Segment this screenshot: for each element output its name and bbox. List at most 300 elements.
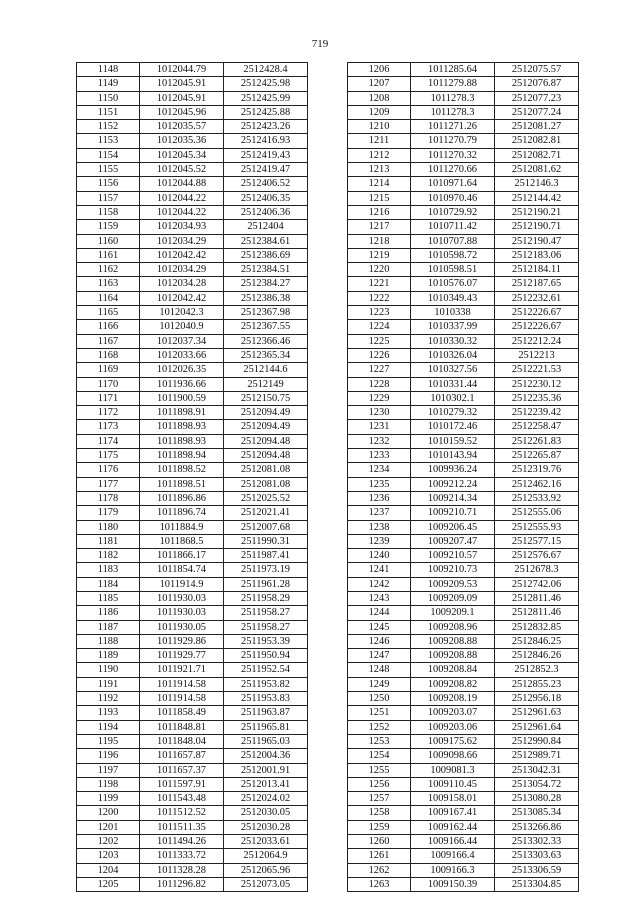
table-row <box>77 563 308 577</box>
y-coordinate-cell: 2512073.05 <box>224 877 308 891</box>
x-coordinate-cell: 1010576.07 <box>411 277 495 291</box>
y-coordinate-cell: 2512184.11 <box>495 263 579 277</box>
point-number-cell: 1243 <box>348 591 411 605</box>
x-coordinate-cell: 1009208.82 <box>411 677 495 691</box>
table-row <box>348 634 579 648</box>
point-number-cell: 1216 <box>348 205 411 219</box>
y-coordinate-cell: 2512462.16 <box>495 477 579 491</box>
x-coordinate-cell: 1010349.43 <box>411 291 495 305</box>
y-coordinate-cell: 2512081.27 <box>495 120 579 134</box>
y-coordinate-cell: 2513042.31 <box>495 763 579 777</box>
point-number-cell: 1241 <box>348 563 411 577</box>
y-coordinate-cell: 2512678.3 <box>495 563 579 577</box>
point-number-cell: 1222 <box>348 291 411 305</box>
y-coordinate-cell: 2512406.52 <box>224 177 308 191</box>
x-coordinate-cell: 1009203.07 <box>411 706 495 720</box>
point-number-cell: 1162 <box>77 263 140 277</box>
point-number-cell: 1251 <box>348 706 411 720</box>
y-coordinate-cell: 2512832.85 <box>495 620 579 634</box>
x-coordinate-cell: 1010330.32 <box>411 334 495 348</box>
y-coordinate-cell: 2512419.43 <box>224 148 308 162</box>
point-number-cell: 1205 <box>77 877 140 891</box>
x-coordinate-cell: 1011271.26 <box>411 120 495 134</box>
table-row <box>77 777 308 791</box>
point-number-cell: 1194 <box>77 720 140 734</box>
table-row <box>348 506 579 520</box>
x-coordinate-cell: 1010711.42 <box>411 220 495 234</box>
point-number-cell: 1200 <box>77 806 140 820</box>
y-coordinate-cell: 2512367.55 <box>224 320 308 334</box>
y-coordinate-cell: 2512146.3 <box>495 177 579 191</box>
x-coordinate-cell: 1011896.86 <box>140 491 224 505</box>
y-coordinate-cell: 2512094.49 <box>224 420 308 434</box>
x-coordinate-cell: 1009162.44 <box>411 820 495 834</box>
table-row <box>348 720 579 734</box>
y-coordinate-cell: 2512384.27 <box>224 277 308 291</box>
table-row <box>77 177 308 191</box>
table-row <box>348 649 579 663</box>
y-coordinate-cell: 2512187.65 <box>495 277 579 291</box>
y-coordinate-cell: 2512077.23 <box>495 91 579 105</box>
table-row <box>77 449 308 463</box>
point-number-cell: 1259 <box>348 820 411 834</box>
x-coordinate-cell: 1011848.04 <box>140 734 224 748</box>
table-body <box>77 63 308 892</box>
y-coordinate-cell: 2512386.69 <box>224 248 308 262</box>
x-coordinate-cell: 1011868.5 <box>140 534 224 548</box>
point-number-cell: 1231 <box>348 420 411 434</box>
y-coordinate-cell: 2512555.93 <box>495 520 579 534</box>
table-row <box>77 677 308 691</box>
x-coordinate-cell: 1012045.34 <box>140 148 224 162</box>
point-number-cell: 1214 <box>348 177 411 191</box>
x-coordinate-cell: 1012045.91 <box>140 77 224 91</box>
x-coordinate-cell: 1012035.36 <box>140 134 224 148</box>
y-coordinate-cell: 2513304.85 <box>495 877 579 891</box>
point-number-cell: 1217 <box>348 220 411 234</box>
point-number-cell: 1165 <box>77 306 140 320</box>
y-coordinate-cell: 2512149 <box>224 377 308 391</box>
point-number-cell: 1183 <box>77 563 140 577</box>
table-row <box>77 692 308 706</box>
point-number-cell: 1224 <box>348 320 411 334</box>
y-coordinate-cell: 2512144.42 <box>495 191 579 205</box>
x-coordinate-cell: 1009210.71 <box>411 506 495 520</box>
y-coordinate-cell: 2512007.68 <box>224 520 308 534</box>
point-number-cell: 1225 <box>348 334 411 348</box>
y-coordinate-cell: 2512846.26 <box>495 649 579 663</box>
table-row <box>77 248 308 262</box>
y-coordinate-cell: 2512226.67 <box>495 306 579 320</box>
point-number-cell: 1226 <box>348 348 411 362</box>
point-number-cell: 1199 <box>77 792 140 806</box>
y-coordinate-cell: 2513306.59 <box>495 863 579 877</box>
x-coordinate-cell: 1009212.24 <box>411 477 495 491</box>
point-number-cell: 1173 <box>77 420 140 434</box>
x-coordinate-cell: 1011543.48 <box>140 792 224 806</box>
table-body <box>348 63 579 892</box>
x-coordinate-cell: 1012034.28 <box>140 277 224 291</box>
table-row <box>77 649 308 663</box>
table-row <box>348 677 579 691</box>
point-number-cell: 1258 <box>348 806 411 820</box>
table-row <box>348 134 579 148</box>
x-coordinate-cell: 1012034.29 <box>140 263 224 277</box>
y-coordinate-cell: 2512076.87 <box>495 77 579 91</box>
table-row <box>348 835 579 849</box>
x-coordinate-cell: 1011279.88 <box>411 77 495 91</box>
y-coordinate-cell: 2512742.06 <box>495 577 579 591</box>
y-coordinate-cell: 2512081.62 <box>495 163 579 177</box>
point-number-cell: 1180 <box>77 520 140 534</box>
y-coordinate-cell: 2512081.08 <box>224 463 308 477</box>
point-number-cell: 1209 <box>348 105 411 119</box>
table-row <box>77 463 308 477</box>
x-coordinate-cell: 1011657.87 <box>140 749 224 763</box>
point-number-cell: 1157 <box>77 191 140 205</box>
point-number-cell: 1187 <box>77 620 140 634</box>
x-coordinate-cell: 1012044.88 <box>140 177 224 191</box>
y-coordinate-cell: 2512425.88 <box>224 105 308 119</box>
x-coordinate-cell: 1011278.3 <box>411 91 495 105</box>
x-coordinate-cell: 1009203.06 <box>411 720 495 734</box>
y-coordinate-cell: 2511965.81 <box>224 720 308 734</box>
point-number-cell: 1254 <box>348 749 411 763</box>
y-coordinate-cell: 2512406.35 <box>224 191 308 205</box>
table-row <box>348 491 579 505</box>
x-coordinate-cell: 1010970.46 <box>411 191 495 205</box>
y-coordinate-cell: 2511990.31 <box>224 534 308 548</box>
y-coordinate-cell: 2512855.23 <box>495 677 579 691</box>
y-coordinate-cell: 2512004.36 <box>224 749 308 763</box>
y-coordinate-cell: 2512183.06 <box>495 248 579 262</box>
x-coordinate-cell: 1009175.62 <box>411 734 495 748</box>
table-row <box>77 363 308 377</box>
y-coordinate-cell: 2513085.34 <box>495 806 579 820</box>
x-coordinate-cell: 1011921.71 <box>140 663 224 677</box>
y-coordinate-cell: 2512094.48 <box>224 434 308 448</box>
y-coordinate-cell: 2512232.61 <box>495 291 579 305</box>
y-coordinate-cell: 2512406.36 <box>224 205 308 219</box>
y-coordinate-cell: 2512033.61 <box>224 835 308 849</box>
point-number-cell: 1160 <box>77 234 140 248</box>
table-row <box>77 334 308 348</box>
x-coordinate-cell: 1012045.96 <box>140 105 224 119</box>
x-coordinate-cell: 1011930.03 <box>140 606 224 620</box>
x-coordinate-cell: 1012042.3 <box>140 306 224 320</box>
point-number-cell: 1221 <box>348 277 411 291</box>
x-coordinate-cell: 1010729.92 <box>411 205 495 219</box>
table-row <box>348 877 579 891</box>
x-coordinate-cell: 1011270.79 <box>411 134 495 148</box>
x-coordinate-cell: 1011898.93 <box>140 420 224 434</box>
y-coordinate-cell: 2512230.12 <box>495 377 579 391</box>
y-coordinate-cell: 2513080.28 <box>495 792 579 806</box>
table-row <box>77 277 308 291</box>
table-row <box>77 863 308 877</box>
x-coordinate-cell: 1009209.53 <box>411 577 495 591</box>
y-coordinate-cell: 2512384.51 <box>224 263 308 277</box>
y-coordinate-cell: 2512001.91 <box>224 763 308 777</box>
x-coordinate-cell: 1011930.05 <box>140 620 224 634</box>
y-coordinate-cell: 2512150.75 <box>224 391 308 405</box>
point-number-cell: 1238 <box>348 520 411 534</box>
point-number-cell: 1182 <box>77 549 140 563</box>
table-row <box>77 291 308 305</box>
y-coordinate-cell: 2512190.21 <box>495 205 579 219</box>
x-coordinate-cell: 1011884.9 <box>140 520 224 534</box>
x-coordinate-cell: 1010971.64 <box>411 177 495 191</box>
y-coordinate-cell: 2512226.67 <box>495 320 579 334</box>
table-row <box>348 663 579 677</box>
table-row <box>77 420 308 434</box>
x-coordinate-cell: 1012045.91 <box>140 91 224 105</box>
point-number-cell: 1186 <box>77 606 140 620</box>
x-coordinate-cell: 1009158.01 <box>411 792 495 806</box>
table-row <box>77 549 308 563</box>
y-coordinate-cell: 2512423.26 <box>224 120 308 134</box>
y-coordinate-cell: 2512961.63 <box>495 706 579 720</box>
table-row <box>77 105 308 119</box>
table-row <box>348 77 579 91</box>
point-number-cell: 1206 <box>348 63 411 77</box>
y-coordinate-cell: 2512555.06 <box>495 506 579 520</box>
point-number-cell: 1151 <box>77 105 140 119</box>
x-coordinate-cell: 1011898.94 <box>140 449 224 463</box>
point-number-cell: 1242 <box>348 577 411 591</box>
y-coordinate-cell: 2513054.72 <box>495 777 579 791</box>
x-coordinate-cell: 1011597.91 <box>140 777 224 791</box>
table-row <box>348 105 579 119</box>
y-coordinate-cell: 2511950.94 <box>224 649 308 663</box>
coordinate-table-left <box>76 62 308 892</box>
point-number-cell: 1158 <box>77 205 140 219</box>
x-coordinate-cell: 1011333.72 <box>140 849 224 863</box>
table-row <box>348 334 579 348</box>
point-number-cell: 1154 <box>77 148 140 162</box>
y-coordinate-cell: 2512030.05 <box>224 806 308 820</box>
x-coordinate-cell: 1009936.24 <box>411 463 495 477</box>
point-number-cell: 1210 <box>348 120 411 134</box>
x-coordinate-cell: 1012042.42 <box>140 291 224 305</box>
table-row <box>348 620 579 634</box>
point-number-cell: 1256 <box>348 777 411 791</box>
point-number-cell: 1159 <box>77 220 140 234</box>
table-row <box>77 263 308 277</box>
table-row <box>77 606 308 620</box>
point-number-cell: 1204 <box>77 863 140 877</box>
table-row <box>77 706 308 720</box>
table-row <box>348 792 579 806</box>
point-number-cell: 1234 <box>348 463 411 477</box>
table-row <box>77 835 308 849</box>
table-row <box>77 792 308 806</box>
table-row <box>77 591 308 605</box>
x-coordinate-cell: 1011285.64 <box>411 63 495 77</box>
x-coordinate-cell: 1011936.66 <box>140 377 224 391</box>
point-number-cell: 1177 <box>77 477 140 491</box>
table-row <box>77 534 308 548</box>
table-row <box>348 463 579 477</box>
x-coordinate-cell: 1009098.66 <box>411 749 495 763</box>
y-coordinate-cell: 2513303.63 <box>495 849 579 863</box>
point-number-cell: 1166 <box>77 320 140 334</box>
point-number-cell: 1233 <box>348 449 411 463</box>
table-row <box>348 163 579 177</box>
x-coordinate-cell: 1009150.39 <box>411 877 495 891</box>
y-coordinate-cell: 2512025.52 <box>224 491 308 505</box>
x-coordinate-cell: 1010302.1 <box>411 391 495 405</box>
y-coordinate-cell: 2511961.28 <box>224 577 308 591</box>
y-coordinate-cell: 2511953.83 <box>224 692 308 706</box>
x-coordinate-cell: 1011657.37 <box>140 763 224 777</box>
x-coordinate-cell: 1012040.9 <box>140 320 224 334</box>
y-coordinate-cell: 2512576.67 <box>495 549 579 563</box>
table-row <box>348 191 579 205</box>
x-coordinate-cell: 1011914.58 <box>140 692 224 706</box>
point-number-cell: 1202 <box>77 835 140 849</box>
point-number-cell: 1236 <box>348 491 411 505</box>
y-coordinate-cell: 2512989.71 <box>495 749 579 763</box>
x-coordinate-cell: 1009209.09 <box>411 591 495 605</box>
table-row <box>348 706 579 720</box>
point-number-cell: 1156 <box>77 177 140 191</box>
y-coordinate-cell: 2512077.24 <box>495 105 579 119</box>
point-number-cell: 1208 <box>348 91 411 105</box>
y-coordinate-cell: 2511973.19 <box>224 563 308 577</box>
x-coordinate-cell: 1011929.86 <box>140 634 224 648</box>
y-coordinate-cell: 2512190.71 <box>495 220 579 234</box>
x-coordinate-cell: 1010172.46 <box>411 420 495 434</box>
x-coordinate-cell: 1009214.34 <box>411 491 495 505</box>
point-number-cell: 1161 <box>77 248 140 262</box>
y-coordinate-cell: 2512094.48 <box>224 449 308 463</box>
point-number-cell: 1246 <box>348 634 411 648</box>
y-coordinate-cell: 2512094.49 <box>224 406 308 420</box>
y-coordinate-cell: 2512082.71 <box>495 148 579 162</box>
x-coordinate-cell: 1009166.4 <box>411 849 495 863</box>
table-row <box>348 777 579 791</box>
point-number-cell: 1170 <box>77 377 140 391</box>
x-coordinate-cell: 1010326.04 <box>411 348 495 362</box>
x-coordinate-cell: 1011900.59 <box>140 391 224 405</box>
x-coordinate-cell: 1009167.41 <box>411 806 495 820</box>
point-number-cell: 1178 <box>77 491 140 505</box>
point-number-cell: 1174 <box>77 434 140 448</box>
y-coordinate-cell: 2512081.08 <box>224 477 308 491</box>
x-coordinate-cell: 1009207.47 <box>411 534 495 548</box>
table-row <box>348 749 579 763</box>
point-number-cell: 1191 <box>77 677 140 691</box>
table-row <box>348 420 579 434</box>
table-row <box>348 449 579 463</box>
x-coordinate-cell: 1011858.49 <box>140 706 224 720</box>
point-number-cell: 1211 <box>348 134 411 148</box>
x-coordinate-cell: 1010327.56 <box>411 363 495 377</box>
x-coordinate-cell: 1011296.82 <box>140 877 224 891</box>
x-coordinate-cell: 1010331.44 <box>411 377 495 391</box>
point-number-cell: 1184 <box>77 577 140 591</box>
table-row <box>348 306 579 320</box>
point-number-cell: 1195 <box>77 734 140 748</box>
table-row <box>77 577 308 591</box>
y-coordinate-cell: 2511987.41 <box>224 549 308 563</box>
point-number-cell: 1237 <box>348 506 411 520</box>
table-row <box>348 363 579 377</box>
table-row <box>348 91 579 105</box>
point-number-cell: 1201 <box>77 820 140 834</box>
table-row <box>348 849 579 863</box>
table-row <box>77 377 308 391</box>
y-coordinate-cell: 2512082.81 <box>495 134 579 148</box>
table-row <box>77 734 308 748</box>
y-coordinate-cell: 2511953.82 <box>224 677 308 691</box>
y-coordinate-cell: 2512258.47 <box>495 420 579 434</box>
table-row <box>77 391 308 405</box>
table-row <box>77 406 308 420</box>
table-row <box>348 205 579 219</box>
table-row <box>77 877 308 891</box>
x-coordinate-cell: 1012044.22 <box>140 191 224 205</box>
y-coordinate-cell: 2512428.4 <box>224 63 308 77</box>
x-coordinate-cell: 1009210.73 <box>411 563 495 577</box>
x-coordinate-cell: 1011896.74 <box>140 506 224 520</box>
table-row <box>77 620 308 634</box>
point-number-cell: 1163 <box>77 277 140 291</box>
table-row <box>77 663 308 677</box>
point-number-cell: 1168 <box>77 348 140 362</box>
table-row <box>77 434 308 448</box>
table-row <box>77 720 308 734</box>
point-number-cell: 1230 <box>348 406 411 420</box>
point-number-cell: 1148 <box>77 63 140 77</box>
point-number-cell: 1176 <box>77 463 140 477</box>
table-row <box>348 534 579 548</box>
x-coordinate-cell: 1010338 <box>411 306 495 320</box>
table-row <box>348 148 579 162</box>
coordinate-table-right <box>347 62 579 892</box>
point-number-cell: 1229 <box>348 391 411 405</box>
table-row <box>348 734 579 748</box>
x-coordinate-cell: 1010143.94 <box>411 449 495 463</box>
table-row <box>77 477 308 491</box>
point-number-cell: 1255 <box>348 763 411 777</box>
point-number-cell: 1185 <box>77 591 140 605</box>
point-number-cell: 1196 <box>77 749 140 763</box>
table-row <box>348 477 579 491</box>
table-row <box>348 820 579 834</box>
table-row <box>348 63 579 77</box>
point-number-cell: 1190 <box>77 663 140 677</box>
y-coordinate-cell: 2512533.92 <box>495 491 579 505</box>
x-coordinate-cell: 1009208.88 <box>411 649 495 663</box>
y-coordinate-cell: 2512419.47 <box>224 163 308 177</box>
point-number-cell: 1188 <box>77 634 140 648</box>
table-row <box>348 563 579 577</box>
x-coordinate-cell: 1010159.52 <box>411 434 495 448</box>
x-coordinate-cell: 1010337.99 <box>411 320 495 334</box>
x-coordinate-cell: 1012045.52 <box>140 163 224 177</box>
table-row <box>348 377 579 391</box>
y-coordinate-cell: 2512990.84 <box>495 734 579 748</box>
point-number-cell: 1171 <box>77 391 140 405</box>
table-row <box>348 763 579 777</box>
point-number-cell: 1260 <box>348 835 411 849</box>
x-coordinate-cell: 1011270.32 <box>411 148 495 162</box>
y-coordinate-cell: 2511963.87 <box>224 706 308 720</box>
table-row <box>348 248 579 262</box>
x-coordinate-cell: 1011511.35 <box>140 820 224 834</box>
